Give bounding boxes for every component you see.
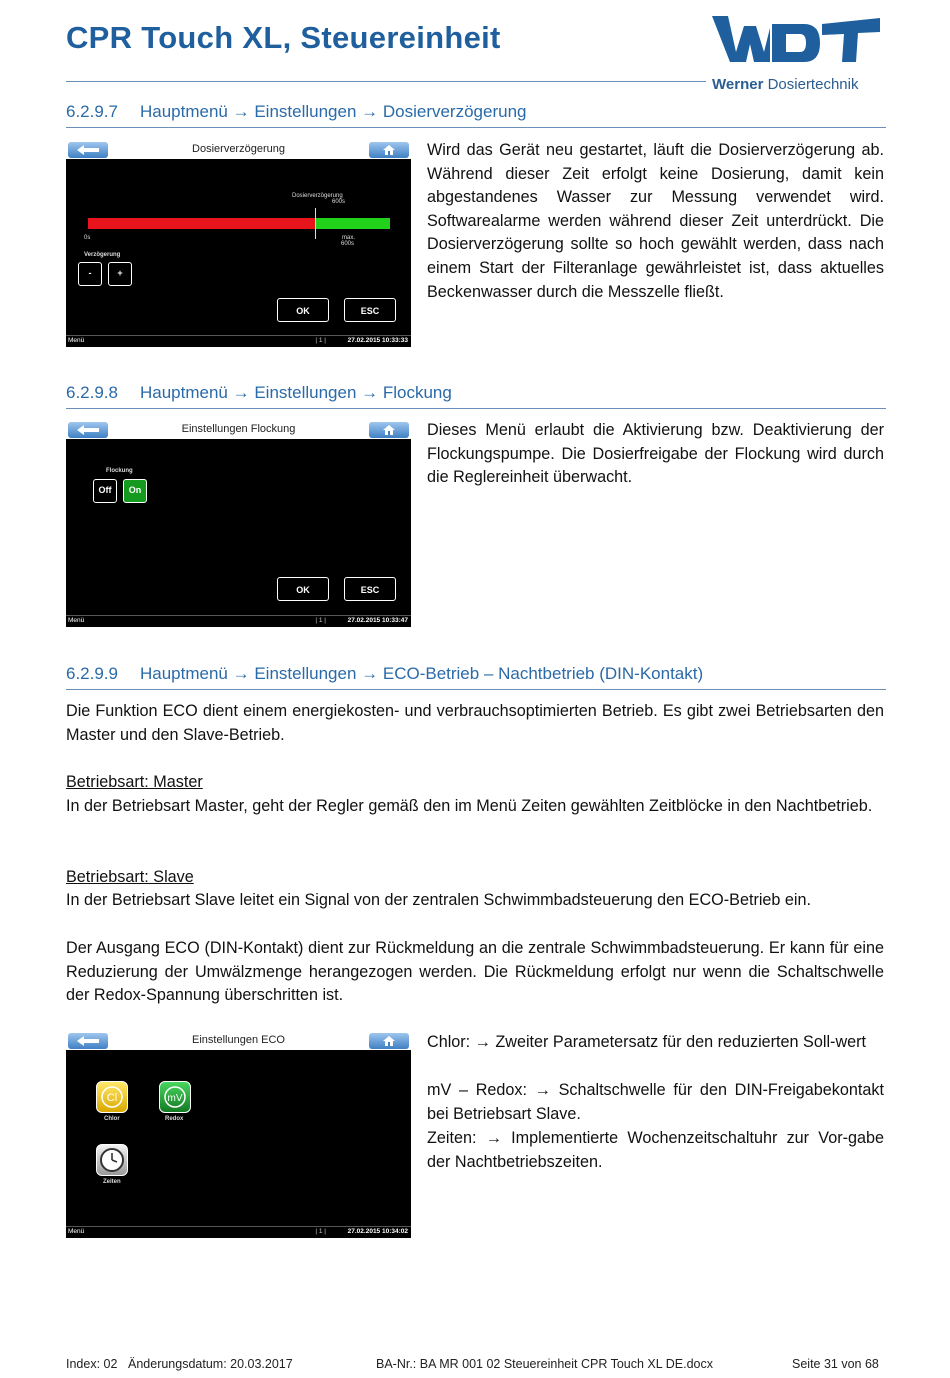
- menu-link[interactable]: Menü: [68, 337, 85, 344]
- bar-marker: [315, 208, 316, 239]
- paragraph-flockung: Dieses Menü erlaubt die Aktivierung bzw. Deaktivierung der Flockungspumpe. Die Dosierfreigabe der Flockung wird durch die Reglereinheit überwacht.: [427, 421, 884, 487]
- home-icon: [382, 424, 396, 436]
- svg-text:Cl: Cl: [106, 1092, 118, 1104]
- chlor-icon: [97, 1082, 127, 1112]
- home-button[interactable]: [369, 422, 409, 438]
- bar-green-segment: [315, 218, 390, 229]
- off-button[interactable]: Off: [93, 479, 117, 503]
- zeiten-tile[interactable]: [96, 1144, 128, 1176]
- paragraph-eco-output: Der Ausgang ECO (DIN-Kontakt) dient zur Rückmeldung an die zentrale Schwimmbadsteuerung. Er kann für eine Reduzierung der Umwälzmenge herangezogen werden. Die Rückmeldung erfolgt nur wenn die Schaltschwelle der Redox-Spannung überschritten ist.: [66, 939, 884, 1005]
- bar-max-value: 600s: [341, 241, 355, 247]
- on-button[interactable]: On: [123, 479, 147, 503]
- screen-title: Dosierverzögerung: [192, 143, 285, 155]
- status-separator: | 1 |: [315, 617, 326, 624]
- footer-index: Index: 02: [66, 1357, 118, 1371]
- paragraph-slave: In der Betriebsart Slave leitet ein Signal von der zentralen Schwimmbadsteuerung den ECO-Betrieb ein.: [66, 891, 812, 909]
- bar-max-label: max.: [342, 235, 356, 241]
- bar-label-top-value: 600s: [332, 199, 346, 205]
- heading-slave: Betriebsart: Slave: [66, 868, 194, 886]
- svg-text:mV: mV: [167, 1093, 183, 1104]
- bar-red-segment: [88, 218, 315, 229]
- section-rule: [66, 408, 886, 409]
- chlor-label: Chlor: [104, 1116, 120, 1122]
- heading-master: Betriebsart: Master: [66, 773, 203, 791]
- increase-button[interactable]: +: [108, 262, 132, 286]
- paragraph-eco-chlor: Chlor: → Zweiter Parametersatz für den reduzierten Soll-wert: [427, 1033, 867, 1051]
- ok-button[interactable]: OK: [277, 298, 329, 322]
- redox-icon: [160, 1082, 190, 1112]
- delay-group-label: Verzögerung: [84, 252, 121, 258]
- esc-button[interactable]: ESC: [344, 298, 396, 322]
- screenshot-eco: [66, 1032, 411, 1238]
- clock-icon: [97, 1145, 127, 1175]
- redox-tile[interactable]: [159, 1081, 191, 1113]
- screen-titlebar: [66, 421, 411, 439]
- logo-subtitle: Werner Dosiertechnik: [712, 76, 859, 93]
- screenshot-dosierverzoegerung: [66, 141, 411, 347]
- bar-label-top: Dosierverzögerung: [292, 193, 343, 199]
- esc-button[interactable]: ESC: [344, 577, 396, 601]
- footer-ba-number: BA-Nr.: BA MR 001 02 Steuereinheit CPR Touch XL DE.docx: [376, 1357, 713, 1371]
- paragraph-eco-intro: Die Funktion ECO dient einem energiekosten- und verbrauchsoptimierten Betrieb. Es gibt zwei Betriebsarten den Master und den Slave-Betrieb.: [66, 702, 884, 744]
- status-timestamp: 27.02.2015 10:33:47: [347, 617, 408, 624]
- status-timestamp: 27.02.2015 10:33:33: [347, 337, 408, 344]
- screen-statusbar: [66, 335, 411, 347]
- dosing-delay-bar: [88, 218, 390, 229]
- home-button[interactable]: [369, 142, 409, 158]
- home-button[interactable]: [369, 1033, 409, 1049]
- bar-min-label: 0s: [84, 235, 91, 241]
- chlor-tile[interactable]: [96, 1081, 128, 1113]
- footer-date: Änderungsdatum: 20.03.2017: [128, 1357, 293, 1371]
- screen-title: Einstellungen ECO: [192, 1034, 285, 1046]
- screen-title: Einstellungen Flockung: [181, 423, 296, 435]
- status-separator: | 1 |: [315, 337, 326, 344]
- menu-link[interactable]: Menü: [68, 617, 85, 624]
- redox-label: Redox: [165, 1116, 184, 1122]
- decrease-button[interactable]: -: [78, 262, 102, 286]
- flockung-group-label: Flockung: [106, 468, 133, 474]
- home-icon: [382, 144, 396, 156]
- screen-statusbar: [66, 1226, 411, 1238]
- section-rule: [66, 127, 886, 128]
- section-heading-dosierverzoegerung: 6.2.9.7 Hauptmenü → Einstellungen → Dosierverzögerung: [66, 102, 527, 121]
- screen-titlebar: [66, 1032, 411, 1050]
- paragraph-master: In der Betriebsart Master, geht der Regler gemäß den im Menü Zeiten gewählten Zeitblöcke in den Nachtbetrieb.: [66, 797, 873, 815]
- section-heading-flockung: 6.2.9.8 Hauptmenü → Einstellungen → Flockung: [66, 383, 452, 402]
- footer-page: Seite 31 von 68: [792, 1357, 879, 1371]
- screen-statusbar: [66, 615, 411, 627]
- section-heading-eco: 6.2.9.9 Hauptmenü → Einstellungen → ECO-Betrieb – Nachtbetrieb (DIN-Kontakt): [66, 664, 704, 683]
- screen-titlebar: [66, 141, 411, 159]
- paragraph-dosierverzoegerung: Wird das Gerät neu gestartet, läuft die Dosierverzögerung ab. Während dieser Zeit erfolgt keine Dosierung, damit kein abgestandenes Wasser zur Messung verwendet wird. Softwarealarme werden während dieser Zeit unterdrückt. Die Dosierverzögerung sollte so hoch gewählt werden, dass nach einem Start der Filteranlage gewährleistet ist, dass aktuelles Beckenwasser durch die Messzelle fließt.: [427, 141, 884, 301]
- ok-button[interactable]: OK: [277, 577, 329, 601]
- status-separator: | 1 |: [315, 1228, 326, 1235]
- home-icon: [382, 1035, 396, 1047]
- document-title: CPR Touch XL, Steuereinheit: [66, 20, 501, 55]
- screenshot-flockung: [66, 421, 411, 627]
- menu-link[interactable]: Menü: [68, 1228, 85, 1235]
- zeiten-label: Zeiten: [103, 1179, 121, 1185]
- paragraph-eco-redox: mV – Redox: → Schaltschwelle für den DIN-Freigabekontakt bei Betriebsart Slave.: [427, 1081, 884, 1123]
- paragraph-eco-zeiten: Zeiten: → Implementierte Wochenzeitschaltuhr zur Vor-gabe der Nachtbetriebszeiten.: [427, 1129, 884, 1171]
- status-timestamp: 27.02.2015 10:34:02: [347, 1228, 408, 1235]
- header-rule: [66, 81, 706, 82]
- section-rule: [66, 689, 886, 690]
